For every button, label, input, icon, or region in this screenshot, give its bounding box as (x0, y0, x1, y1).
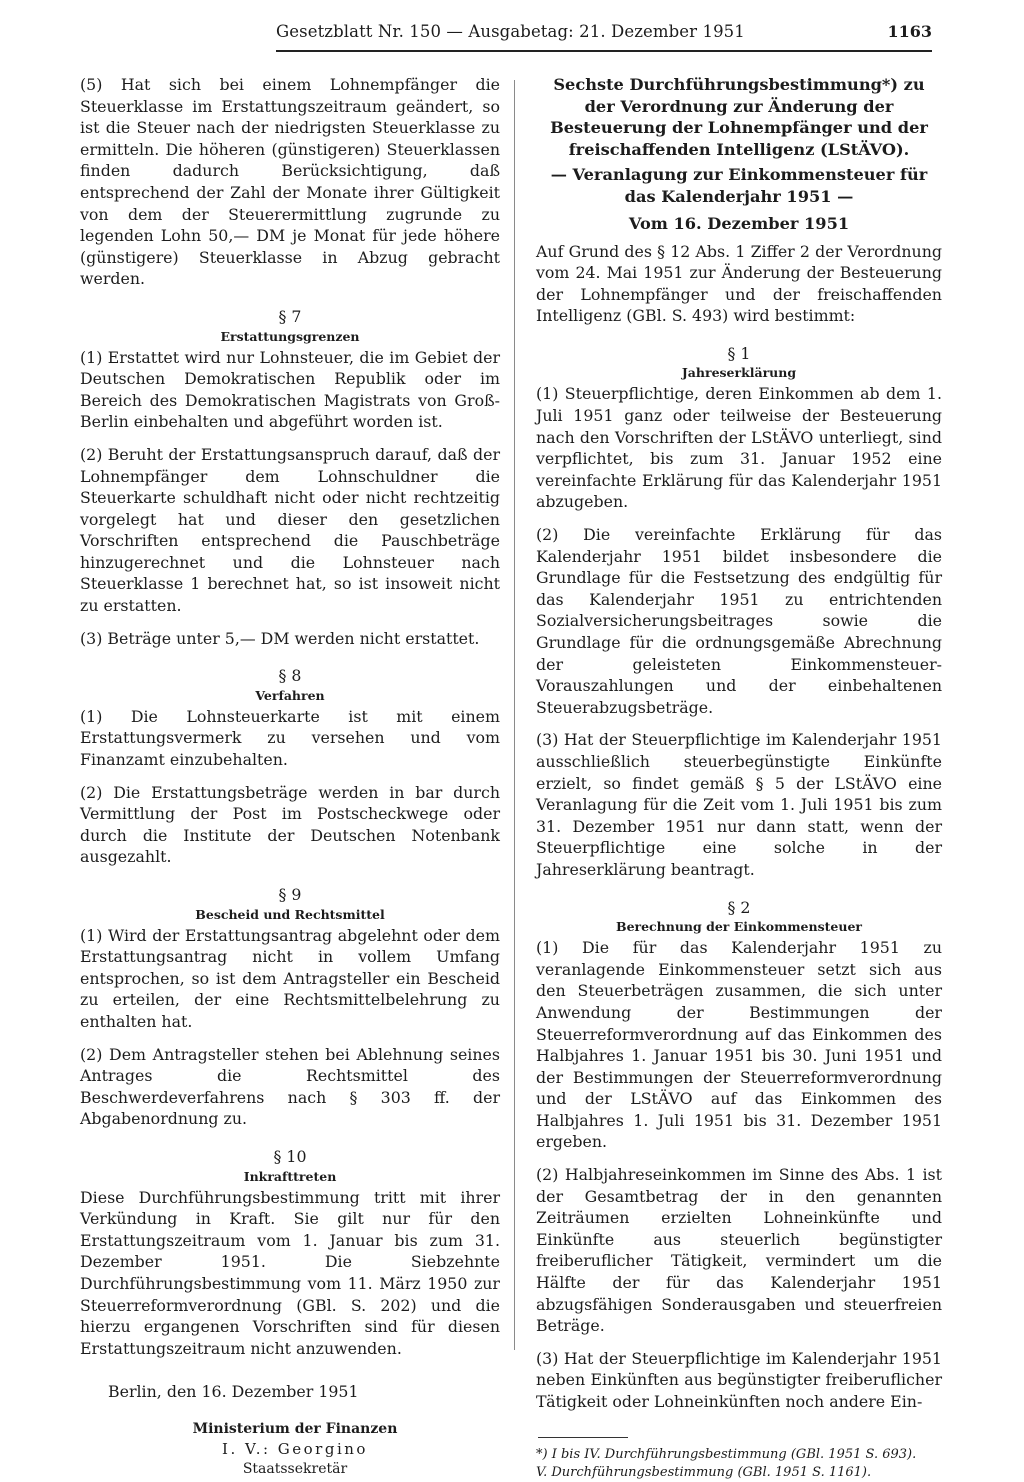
section-number: § 8 (278, 666, 302, 686)
section-7 (80, 306, 500, 649)
section-paragraph: (3) Hat der Steuerpflichtige im Kalenderjahr 1951 ausschließlich steuerbegünstigte Einkünfte erzielt, so findet gemäß § 5 der LStÄVO eine Veranlagung für die Zeit vom 1. Juli 1951 bis zum 31. Dezember 1951 nur dann statt, wenn der Steuerpflichtige eine solche in der Jahreserklärung beantragt. (536, 730, 942, 879)
signature-ministry: Ministerium der Finanzen (192, 1420, 398, 1437)
section-number: § 10 (273, 1146, 307, 1166)
section-paragraph: (1) Erstattet wird nur Lohnsteuer, die im Gebiet der Deutschen Demokratischen Republik oder im Bereich des Demokratischen Magistrats von Groß-Berlin einbehalten und abgeführt worden ist. (80, 347, 500, 432)
section-number: § 2 (727, 897, 751, 917)
place-and-date: Berlin, den 16. Dezember 1951 (108, 1382, 359, 1402)
section-paragraph: (1) Wird der Erstattungsantrag abgelehnt oder dem Erstattungsantrag nicht in vollem Umfang entsprochen, so ist dem Antragsteller ein Bescheid zu erteilen, der eine Rechtsmittelbelehrung zu enthalten hat. (80, 925, 500, 1031)
section-number: § 7 (278, 306, 302, 326)
section-8 (80, 665, 500, 868)
document-title: Sechste Durchführungsbestimmung*) zu der Verordnung zur Änderung der Besteuerung der Lohnempfänger und der freischaffenden Intelligenz (LStÄVO). (550, 75, 928, 159)
section-paragraph: (3) Beträge unter 5,— DM werden nicht erstattet. (80, 628, 480, 648)
signature-block (90, 1419, 500, 1479)
section-paragraph: (3) Hat der Steuerpflichtige im Kalenderjahr 1951 neben Einkünften aus begünstigter freiberuflicher Tätigkeit oder Lohneinkünften noch andere Ein- (536, 1348, 942, 1411)
signature-role: Staatssekretär (242, 1460, 348, 1477)
header-title: Gesetzblatt Nr. 150 — Ausgabetag: 21. Dezember 1951 (276, 22, 745, 41)
right-column (536, 74, 942, 1482)
section-paragraph: Diese Durchführungsbestimmung tritt mit ihrer Verkündung in Kraft. Sie gilt nur für den Erstattungszeitraum vom 1. Januar bis zum 31. Dezember 1951. Die Siebzehnte Durchführungsbestimmung vom 11. März 1950 zur Steuerreformverordnung (GBl. S. 202) und die hierzu ergangenen Vorschriften sind für diesen Erstattungszeitraum nicht anzuwenden. (80, 1187, 500, 1358)
section-title: Jahreserklärung (681, 365, 797, 381)
section-2 (536, 897, 942, 1413)
section-paragraph: (1) Die für das Kalenderjahr 1951 zu veranlagende Einkommensteuer setzt sich aus den Steuerbeträgen zusammen, die sich unter Anwendung der Bestimmungen der Steuerreformverordnung auf das Einkommen des Halbjahres 1. Januar 1951 bis 30. Juni 1951 und der Bestimmungen der Steuerreformverordnung und der LStÄVO auf das Einkommen des Halbjahres 1. Juli 1951 bis 31. Dezember 1951 ergeben. (536, 938, 942, 1152)
section-paragraph: (2) Die Erstattungsbeträge werden in bar durch Vermittlung der Post im Postscheckwege oder durch die Institute der Deutschen Notenbank ausgezahlt. (80, 782, 500, 867)
section-paragraph: (2) Dem Antragsteller stehen bei Ablehnung seines Antrages die Rechtsmittel des Beschwerdeverfahrens nach § 303 ff. der Abgabenordnung zu. (80, 1044, 500, 1129)
footnote-2: V. Durchführungsbestimmung (GBl. 1951 S. 1161). (536, 1464, 872, 1480)
section-paragraph: (1) Die Lohnsteuerkarte ist mit einem Erstattungsvermerk zu versehen und vom Finanzamt einzubehalten. (80, 706, 500, 770)
section-10 (80, 1146, 500, 1359)
section-paragraph: (1) Steuerpflichtige, deren Einkommen ab dem 1. Juli 1951 ganz oder teilweise der Besteuerung nach den Vorschriften der LStÄVO unterliegt, sind verpflichtet, bis zum 31. Januar 1952 eine vereinfachte Erklärung für das Kalenderjahr 1951 abzugeben. (536, 384, 942, 512)
left-column (80, 74, 500, 1479)
document-date: Vom 16. Dezember 1951 (628, 214, 850, 233)
signature-name: I. V.: Georgino (222, 1439, 368, 1458)
section-number: § 9 (278, 885, 302, 904)
page-header (276, 18, 932, 52)
document-subtitle: — Veranlagung zur Einkommensteuer für das Kalenderjahr 1951 — (550, 165, 928, 206)
section-1 (536, 343, 942, 881)
section-title: Inkrafttreten (243, 1168, 337, 1184)
section-9 (80, 884, 500, 1130)
section-number: § 1 (727, 343, 751, 363)
paragraph-5: (5) Hat sich bei einem Lohnempfänger die Steuerklasse im Erstattungszeitraum geändert, so ist die Steuer nach der niedrigsten Steuerklasse zu ermitteln. Die höheren (günstigeren) Steuerklassen finden dadurch Berücksichtigung, daß entsprechend der Zahl der Monate ihrer Gültigkeit von dem der Steuerermittlung zugrunde zu legenden Lohn 50,— DM je Monat für jede höhere (günstigere) Steuerklasse in Abzug gebracht werden. (80, 75, 500, 289)
section-title: Erstattungsgrenzen (220, 328, 360, 344)
column-divider (514, 80, 515, 1350)
section-paragraph: (2) Die vereinfachte Erklärung für das Kalenderjahr 1951 bildet insbesondere die Grundlage für die Festsetzung des endgültig für das Kalenderjahr 1951 zu entrichtenden Sozialversicherungsbeitrages sowie die Grundlage für die ordnungsgemäße Abrechnung der geleisteten Einkommensteuer-Vorauszahlungen und der einbehaltenen Steuerabzugsbeträge. (536, 525, 942, 717)
section-title: Berechnung der Einkommensteuer (616, 919, 862, 935)
footnote-rule (538, 1437, 628, 1438)
section-title: Verfahren (255, 687, 325, 703)
footnote-1: *) I bis IV. Durchführungsbestimmung (GBl. 1951 S. 693). (536, 1446, 917, 1462)
page-number: 1163 (887, 22, 932, 41)
section-title: Bescheid und Rechtsmittel (195, 906, 385, 922)
preamble: Auf Grund des § 12 Abs. 1 Ziffer 2 der Verordnung vom 24. Mai 1951 zur Änderung der Besteuerung der Lohnempfänger und der freischaffenden Intelligenz (GBl. S. 493) wird bestimmt: (536, 241, 942, 326)
section-paragraph: (2) Beruht der Erstattungsanspruch darauf, daß der Lohnempfänger dem Lohnschuldner die Steuerkarte schuldhaft nicht oder nicht rechtzeitig vorgelegt hat und dieser den gesetzlichen Vorschriften entsprechend die Pauschbeträge hinzugerechnet und die Lohnsteuer nach Steuerklasse 1 berechnet hat, so ist insoweit nicht zu erstatten. (80, 444, 500, 616)
section-paragraph: (2) Halbjahreseinkommen im Sinne des Abs. 1 ist der Gesamtbetrag der in den genannten Zeiträumen erzielten Lohneinkünfte und Einkünfte aus steuerlich begünstigter freiberuflicher Tätigkeit, vermindert um die Hälfte der für das Kalenderjahr 1951 abzugsfähigen Sonderausgaben und steuerfreien Beträge. (536, 1165, 942, 1336)
